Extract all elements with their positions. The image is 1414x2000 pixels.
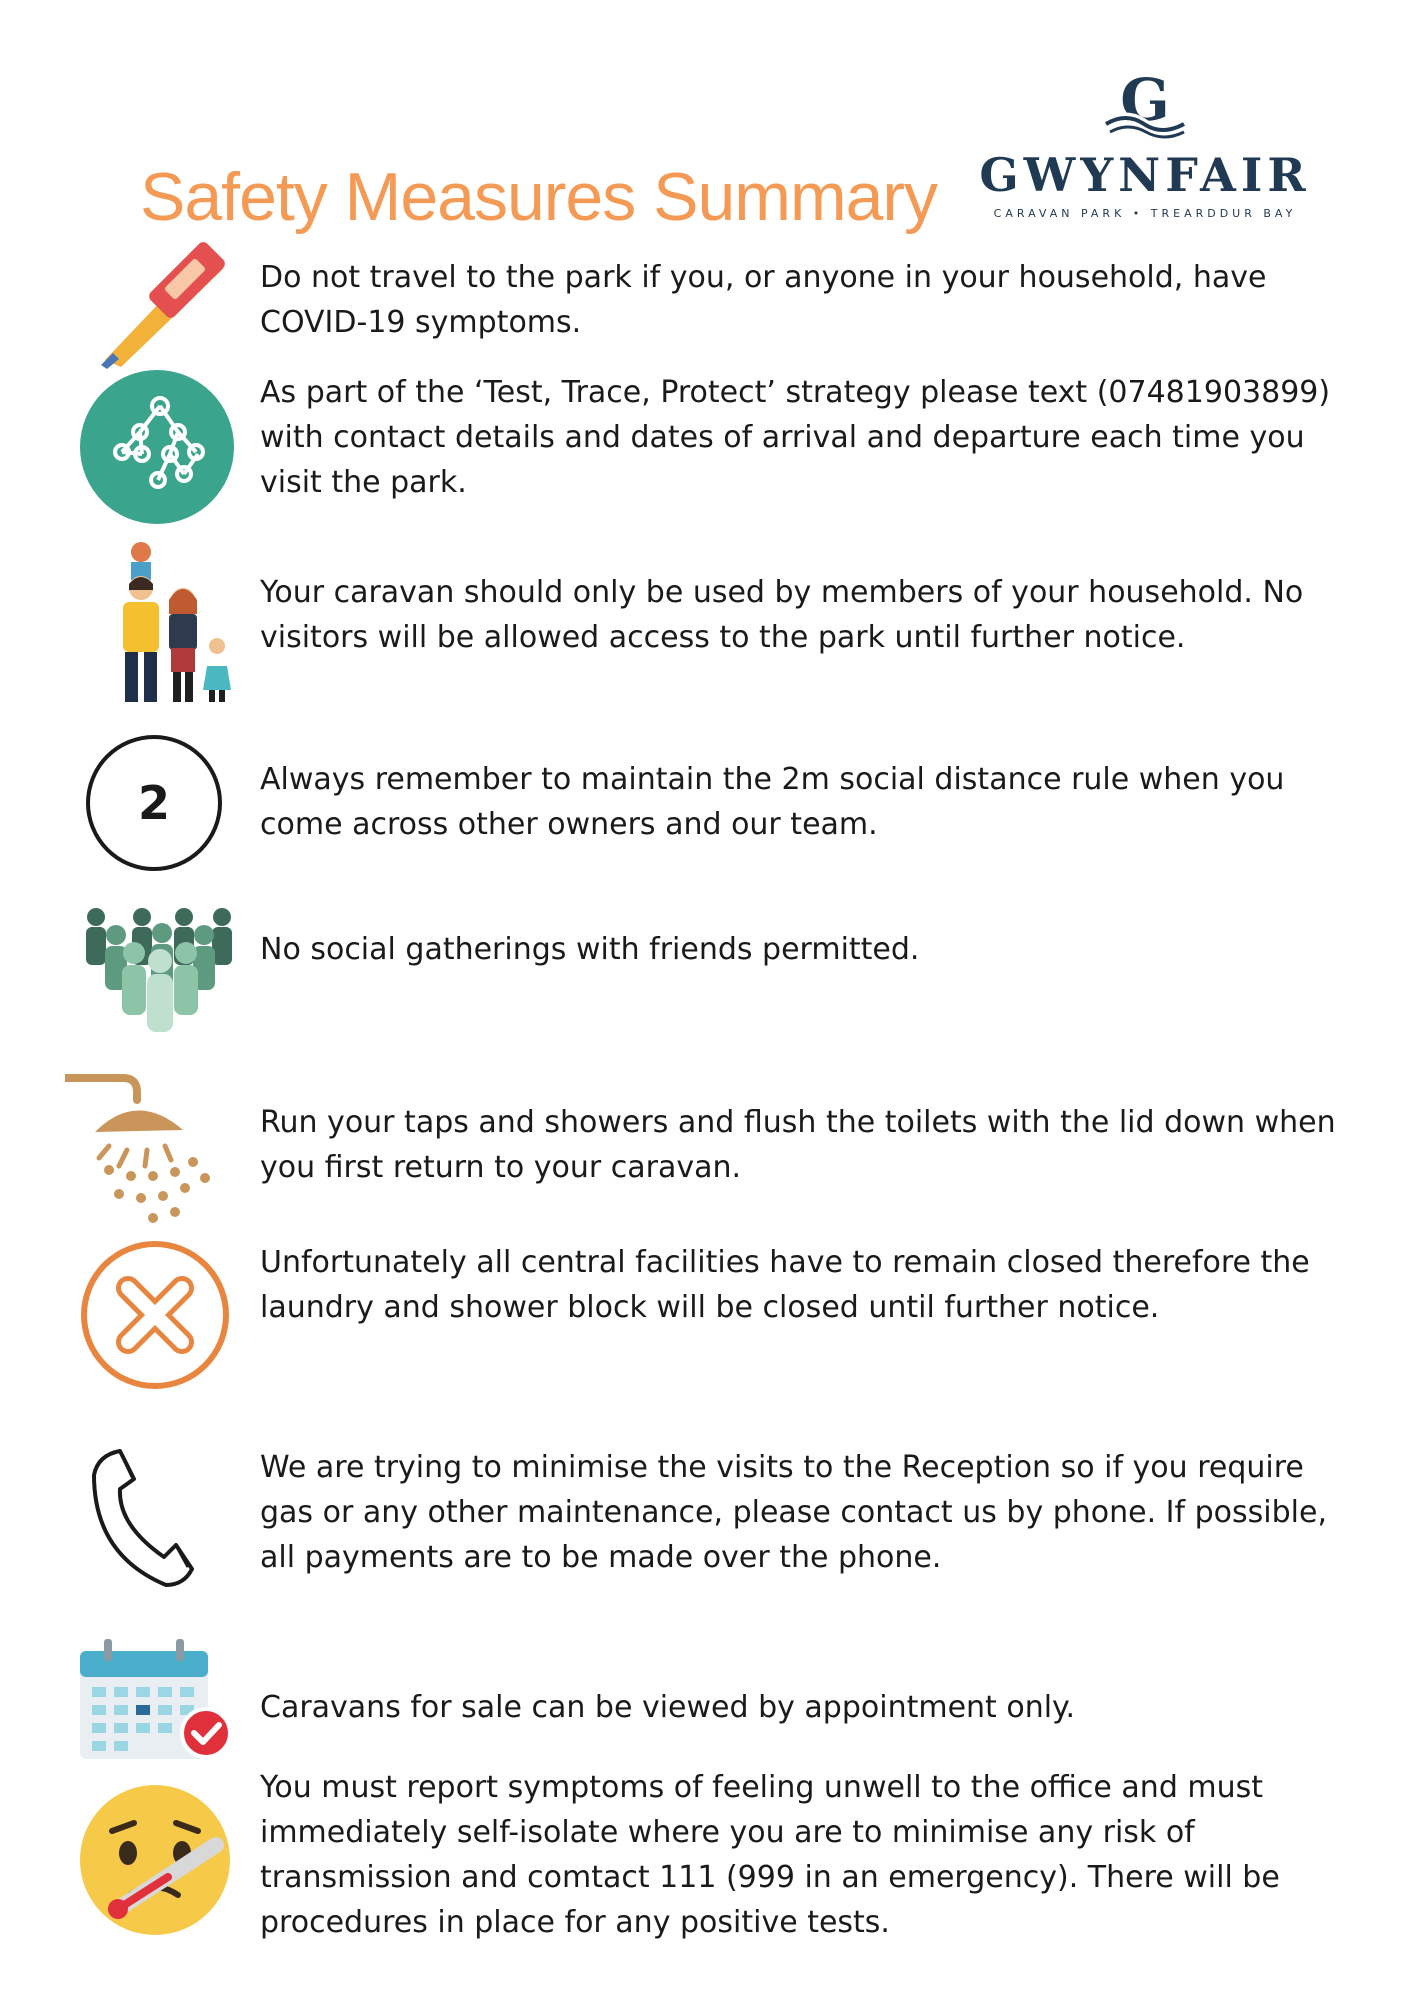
item-text: Do not travel to the park if you, or anyone in your household, have COVID-19 symptoms. [260,260,1267,340]
number-two-icon: 2 [86,735,222,871]
sick-face-icon [78,1783,233,1938]
calendar-check-icon [78,1637,233,1762]
item-text: Caravans for sale can be viewed by appointment only. [260,1690,1076,1725]
close-circle-icon [80,1240,230,1390]
item-text: We are trying to minimise the visits to the Reception so if you require gas or any other maintenance, please contact us by phone. If possible, all payments are to be made over the phone. [260,1450,1327,1575]
item-text: Unfortunately all central facilities have to remain closed therefore the laundry and shower block will be closed until further notice. [260,1245,1310,1325]
thermometer-icon [95,235,235,370]
logo-brand: GWYNFAIR [979,148,1311,202]
item-text: Always remember to maintain the 2m social distance rule when you come across other owners and our team. [260,762,1285,842]
gwynfair-logo [970,72,1320,222]
phone-icon [88,1445,198,1590]
logo-mark-icon [1100,72,1190,142]
family-icon [105,540,235,705]
phone-number: 07481903899 [1108,375,1319,410]
item-text: Run your taps and showers and flush the toilets with the lid down when you first return to your caravan. [260,1105,1336,1185]
item-text: No social gatherings with friends permitted. [260,932,920,967]
item-text-lead: As part of the ‘Test, Trace, Protect’ strategy please text ( [260,375,1109,410]
network-icon [80,370,235,525]
logo-subtitle: CARAVAN PARK • TREARDDUR BAY [993,207,1297,220]
item-text: You must report symptoms of feeling unwell to the office and must immediately self-isolate where you are to minimise any risk of transmission and comtact 111 (999 in an emergency). There will be procedures in place for any positive tests. [260,1770,1280,1940]
logo-mark-letter: G [1120,72,1170,134]
item-text: Your caravan should only be used by members of your household. No visitors will be allowed access to the park until further notice. [260,575,1304,655]
item-text-tail: ) with contact details and dates of arrival and departure each time you visit the park. [260,375,1331,500]
item-text [260,370,1350,505]
crowd-icon [82,905,232,1035]
page-title: Safety Measures Summary [140,158,938,235]
shower-icon [65,1070,225,1225]
